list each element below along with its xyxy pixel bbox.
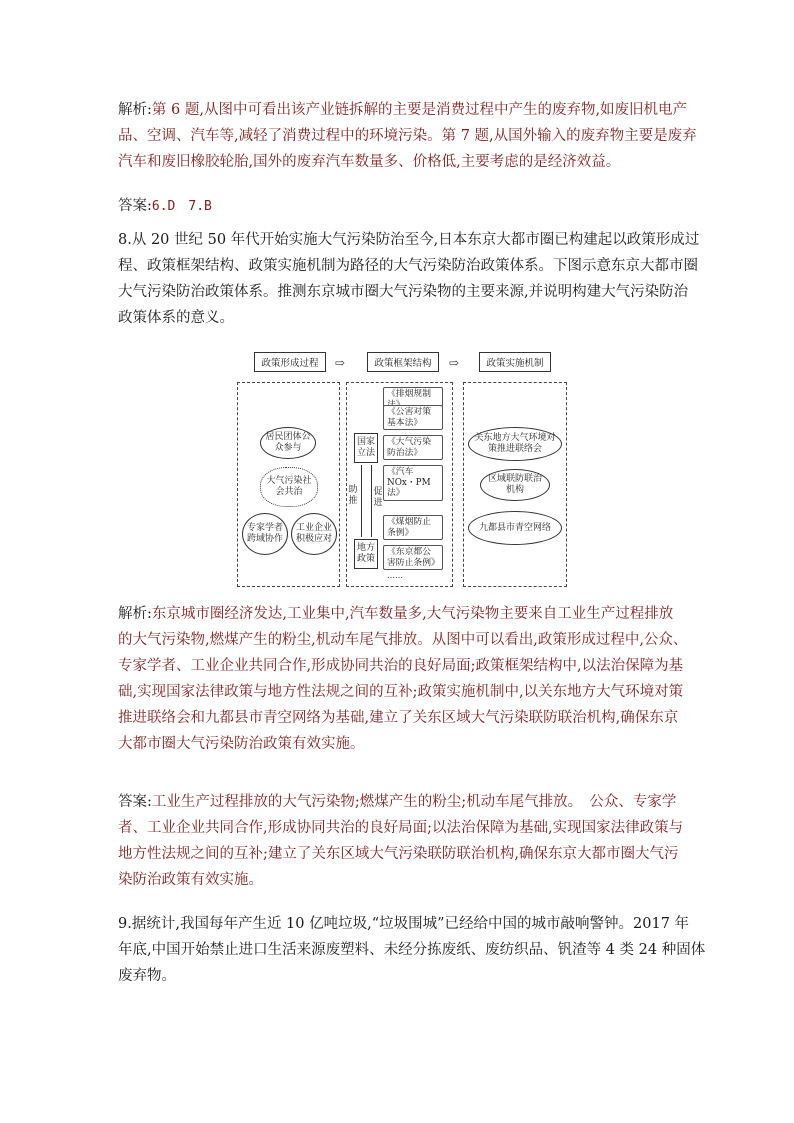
law-item: 《煤烟防止条例》 — [383, 515, 443, 540]
header-policy-formation: 政策形成过程 — [254, 352, 326, 372]
connector-line — [371, 465, 372, 537]
right-arrow-icon: ⇨ — [449, 356, 460, 370]
analysis-text-line: 的大气污染物,燃煤产生的粉尘,机动车尾气排放。从图中可以看出,政策形成过程中,公众、 — [118, 632, 688, 648]
answer-text-line: 地方性法规之间的互补;建立了关东区域大气污染联防联治机构,确保东京大都市圈大气污 — [118, 846, 679, 862]
analysis-text-line: 专家学者、工业企业共同合作,形成协同共治的良好局面;政策框架结构中,以法治保障为基 — [118, 658, 684, 674]
analysis-text-line: 品、空调、汽车等,减轻了消费过程中的环境污染。第 7 题,从国外输入的废弃物主要是废弃 — [118, 128, 697, 144]
oval-kanto-liaison: 关东地方大气环境对策推进联络会 — [468, 427, 562, 461]
panel-policy-framework — [346, 382, 453, 587]
law-item: 《公害对策基本法》 — [383, 405, 443, 430]
answer-text-line: 染防治政策有效实施。 — [118, 872, 263, 888]
analysis-label: 解析: — [118, 102, 152, 118]
law-item: 《汽车NOx・PM法》 — [383, 465, 443, 501]
ellipsis: …… — [387, 571, 403, 580]
question-text-line: 9.据统计,我国每年产生近 10 亿吨垃圾,“垃圾围城”已经给中国的城市敲响警钟。2017 年 — [118, 916, 690, 932]
oval-blue-sky-network: 九都县市青空网络 — [468, 511, 562, 545]
panel-policy-implementation — [463, 382, 567, 587]
law-item: 《排烟规制 — [383, 387, 443, 412]
label-promote: 促进 — [373, 487, 383, 508]
oval-industry: 工业企业积极应对 — [291, 513, 337, 555]
analysis-text-line: 础,实现国家法律政策与地方性法规之间的互补;政策实施机制中,以关东地方大气环境对策 — [118, 684, 684, 700]
header-policy-implementation: 政策实施机制 — [479, 352, 551, 372]
analysis-q8 — [118, 601, 688, 757]
right-arrow-icon: ⇨ — [335, 356, 346, 370]
analysis-text-line: 第 6 题,从图中可看出该产业链拆解的主要是消费过程中产生的废弃物,如废旧机电产 — [151, 102, 688, 118]
question-9 — [118, 911, 706, 989]
answer-q6-7 — [118, 193, 680, 219]
question-text-line: 大气污染防治政策体系。推测东京城市圈大气污染物的主要来源,并说明构建大气污染防治 — [118, 284, 689, 300]
question-text-line: 年底,中国开始禁止进口生活来源废塑料、未经分拣废纸、废纺织品、钒渣等 4 类 24 种固体 — [118, 942, 706, 958]
analysis-text-line: 东京城市圈经济发达,工业集中,汽车数量多,大气污染物主要来自工业生产过程排放 — [151, 606, 674, 622]
box-national-legislation: 国家立法 — [354, 433, 378, 463]
policy-system-diagram — [237, 352, 567, 588]
header-policy-framework: 政策框架结构 — [367, 352, 439, 372]
question-text-line: 废弃物。 — [118, 968, 176, 984]
law-item: 《大气污染防治法》 — [383, 435, 443, 460]
analysis-text-line: 汽车和废旧橡胶轮胎,国外的废弃汽车数量多、价格低,主要考虑的是经济效益。 — [118, 154, 621, 170]
question-8 — [118, 227, 700, 331]
answer-text-line: 者、工业企业共同合作,形成协同共治的良好局面;以法治保障为基础,实现国家法律政策与 — [118, 820, 684, 836]
answer-label: 答案: — [118, 198, 152, 214]
question-text-line: 政策体系的意义。 — [118, 310, 234, 326]
question-text-line: 8.从 20 世纪 50 年代开始实施大气污染防治至今,日本东京大都市圈已构建起以政策形成过 — [118, 232, 700, 248]
answer-q8 — [118, 789, 684, 893]
connector-line — [361, 465, 362, 537]
oval-residents: 居民团体公众参与 — [260, 427, 316, 459]
panel-policy-formation — [237, 382, 340, 587]
box-local-policy: 地方政策 — [354, 539, 378, 569]
label-assist: 助推 — [348, 485, 358, 506]
oval-experts: 专家学者跨域协作 — [242, 513, 288, 555]
analysis-q6-7 — [118, 97, 697, 175]
oval-regional-agency: 区域联防联治机构 — [480, 469, 550, 501]
answer-value: 6.D 7.B — [151, 199, 212, 214]
question-text-line: 程、政策框架结构、政策实施机制为路径的大气污染防治政策体系。下图示意东京大都市圈 — [118, 258, 698, 274]
cloud-social-governance: 大气污染社会共治 — [260, 467, 318, 507]
answer-label: 答案: — [118, 794, 152, 810]
analysis-label: 解析: — [118, 606, 152, 622]
law-item: 《东京都公害防止条例》 — [383, 545, 443, 570]
analysis-text-line: 推进联络会和九都县市青空网络为基础,建立了关东区域大气污染联防联治机构,确保东京 — [118, 710, 679, 726]
answer-text-line: 工业生产过程排放的大气污染物;燃煤产生的粉尘;机动车尾气排放。 公众、专家学 — [151, 794, 677, 810]
analysis-text-line: 大都市圈大气污染防治政策有效实施。 — [118, 736, 365, 752]
